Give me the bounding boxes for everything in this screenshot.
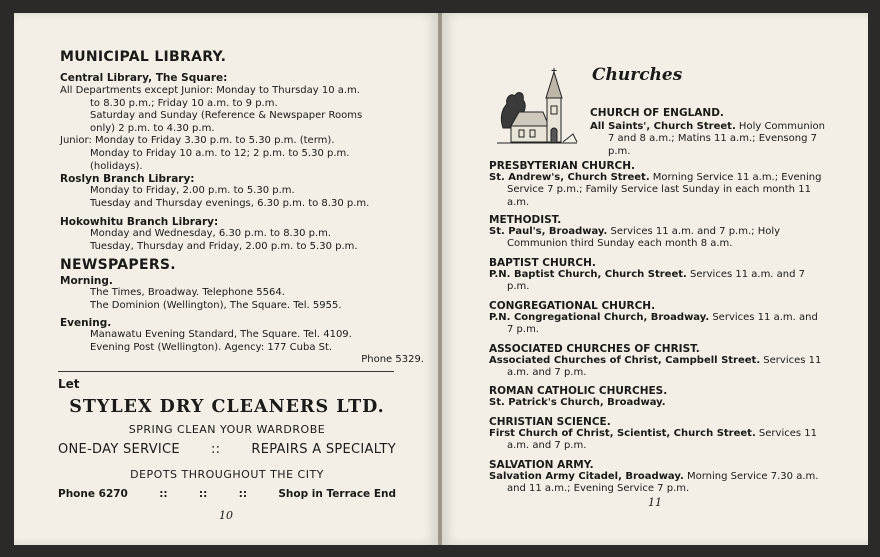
church-section: [489, 160, 826, 209]
church-details: [489, 428, 826, 453]
church-name: All Saints', Church Street.: [590, 121, 736, 132]
ad-shop: Shop in Terrace End: [278, 488, 396, 500]
ad-dots: ::: [198, 488, 208, 500]
church-section: [489, 343, 826, 380]
ad-service: ONE-DAY SERVICE: [58, 442, 180, 457]
roslyn-library-hours: [60, 185, 430, 210]
church-section: [489, 385, 826, 409]
ad-dots: ::: [238, 488, 248, 500]
ad-service-line: [58, 442, 396, 457]
ad-depots: DEPOTS THROUGHOUT THE CITY: [130, 468, 324, 481]
left-page: [14, 13, 438, 545]
morning-papers: [60, 287, 430, 312]
church-name: Associated Churches of Christ, Campbell Street.: [489, 355, 761, 366]
text-line: Evening Post (Wellington). Agency: 177 Cuba St.: [90, 341, 333, 353]
church-times: Morning Service 11 a.m.; Evening Service 7 p.m.; Family Service last Sunday in each month 11 a.m.: [507, 172, 822, 208]
ad-repairs: REPAIRS A SPECIALTY: [251, 442, 396, 457]
ad-dots: ::: [159, 488, 168, 500]
ad-separator: ::: [210, 442, 221, 457]
church-name: First Church of Christ, Scientist, Church Street.: [489, 428, 756, 439]
text-line: only) 2 p.m. to 4.30 p.m.: [90, 122, 215, 134]
page-number-left: 10: [219, 509, 233, 522]
newspapers-heading: NEWSPAPERS.: [60, 257, 176, 273]
church-illustration: [497, 68, 579, 146]
church-times: Services 11 a.m. and 7 p.m.: [507, 428, 817, 452]
text-line: The Times, Broadway. Telephone 5564.: [90, 287, 285, 298]
ad-tagline: SPRING CLEAN YOUR WARDROBE: [128, 423, 326, 436]
church-name: P.N. Baptist Church, Church Street.: [489, 269, 687, 280]
church-heading: CHRISTIAN SCIENCE.: [489, 416, 611, 428]
text-line: The Dominion (Wellington), The Square. Tel. 5955.: [90, 299, 342, 311]
roslyn-library-title: Roslyn Branch Library:: [60, 173, 195, 185]
church-section: [489, 257, 826, 294]
ad-let: Let: [58, 377, 80, 391]
church-heading: ROMAN CATHOLIC CHURCHES.: [489, 385, 668, 397]
church-times: Services 11 a.m. and 7 p.m.: [507, 312, 818, 336]
divider: [58, 371, 394, 372]
evening-title: Evening.: [60, 317, 112, 329]
church-section: [489, 459, 826, 496]
church-name: Salvation Army Citadel, Broadway.: [489, 471, 684, 482]
church-details: [489, 172, 826, 209]
church-heading: CONGREGATIONAL CHURCH.: [489, 300, 656, 312]
text-line: Manawatu Evening Standard, The Square. Tel. 4109.: [90, 329, 352, 340]
church-name: St. Patrick's Church, Broadway.: [489, 397, 666, 408]
church-details: [489, 471, 826, 496]
church-times: Services 11 a.m. and 7 p.m.; Holy Communion third Sunday each month 8 a.m.: [507, 226, 781, 250]
church-times: Services 11 a.m. and 7 p.m.: [507, 355, 822, 379]
church-name: St. Paul's, Broadway.: [489, 226, 608, 237]
church-section: [489, 416, 826, 453]
ad-company-name: STYLEX DRY CLEANERS LTD.: [69, 397, 385, 417]
text-line: (holidays).: [90, 160, 143, 172]
church-heading: ASSOCIATED CHURCHES OF CHRIST.: [489, 343, 700, 355]
church-heading: PRESBYTERIAN CHURCH.: [489, 160, 636, 172]
church-details: [489, 397, 826, 409]
text-line: Saturday and Sunday (Reference & Newspaper Rooms: [90, 110, 363, 122]
church-heading: CHURCH OF ENGLAND.: [590, 107, 724, 119]
hokowhitu-library-hours: [60, 228, 430, 253]
church-name: St. Andrew's, Church Street.: [489, 172, 650, 183]
text-line: Tuesday and Thursday evenings, 6.30 p.m. to 8.30 p.m.: [90, 197, 370, 209]
church-heading: METHODIST.: [489, 214, 562, 226]
text-line: Junior: Monday to Friday 3.30 p.m. to 5.30 p.m. (term).: [60, 135, 335, 147]
church-section: [489, 300, 826, 337]
church-details: [590, 121, 826, 158]
text-line: Monday to Friday 10 a.m. to 12; 2 p.m. to 5.30 p.m.: [90, 147, 350, 159]
library-heading: MUNICIPAL LIBRARY.: [60, 49, 227, 65]
evening-papers: [60, 329, 424, 367]
text-line: All Departments except Junior: Monday to Thursday 10 a.m.: [60, 85, 360, 96]
church-heading: SALVATION ARMY.: [489, 459, 594, 471]
church-details: [489, 355, 826, 380]
church-heading: BAPTIST CHURCH.: [489, 257, 596, 269]
church-section: [489, 214, 826, 251]
text-line: to 8.30 p.m.; Friday 10 a.m. to 9 p.m.: [90, 97, 278, 109]
church-details: [489, 226, 826, 251]
church-times: Morning Service 7.30 a.m. and 11 a.m.; Evening Service 7 p.m.: [507, 471, 819, 495]
hokowhitu-library-title: Hokowhitu Branch Library:: [60, 216, 219, 228]
text-line: Monday and Wednesday, 6.30 p.m. to 8.30 p.m.: [90, 228, 332, 239]
morning-title: Morning.: [60, 275, 113, 287]
central-library-hours: [60, 85, 400, 173]
ad-phone: Phone 6270: [58, 488, 128, 500]
text-line: Monday to Friday, 2.00 p.m. to 5.30 p.m.: [90, 185, 295, 196]
ad-contact-line: [58, 488, 396, 500]
church-times: Services 11 a.m. and 7 p.m.: [507, 269, 806, 293]
church-details: [489, 269, 826, 294]
right-page: [442, 13, 868, 545]
churches-title: Churches: [592, 65, 683, 85]
page-number-right: 11: [648, 496, 662, 509]
church-details: [489, 312, 826, 337]
church-section: [590, 107, 826, 158]
church-times: Holy Communion 7 and 8 a.m.; Matins 11 a.m.; Evensong 7 p.m.: [608, 121, 825, 157]
text-line: Tuesday, Thursday and Friday, 2.00 p.m. to 5.30 p.m.: [90, 240, 358, 252]
central-library-title: Central Library, The Square:: [60, 72, 228, 84]
church-name: P.N. Congregational Church, Broadway.: [489, 312, 710, 323]
text-line: Phone 5329.: [361, 354, 424, 366]
